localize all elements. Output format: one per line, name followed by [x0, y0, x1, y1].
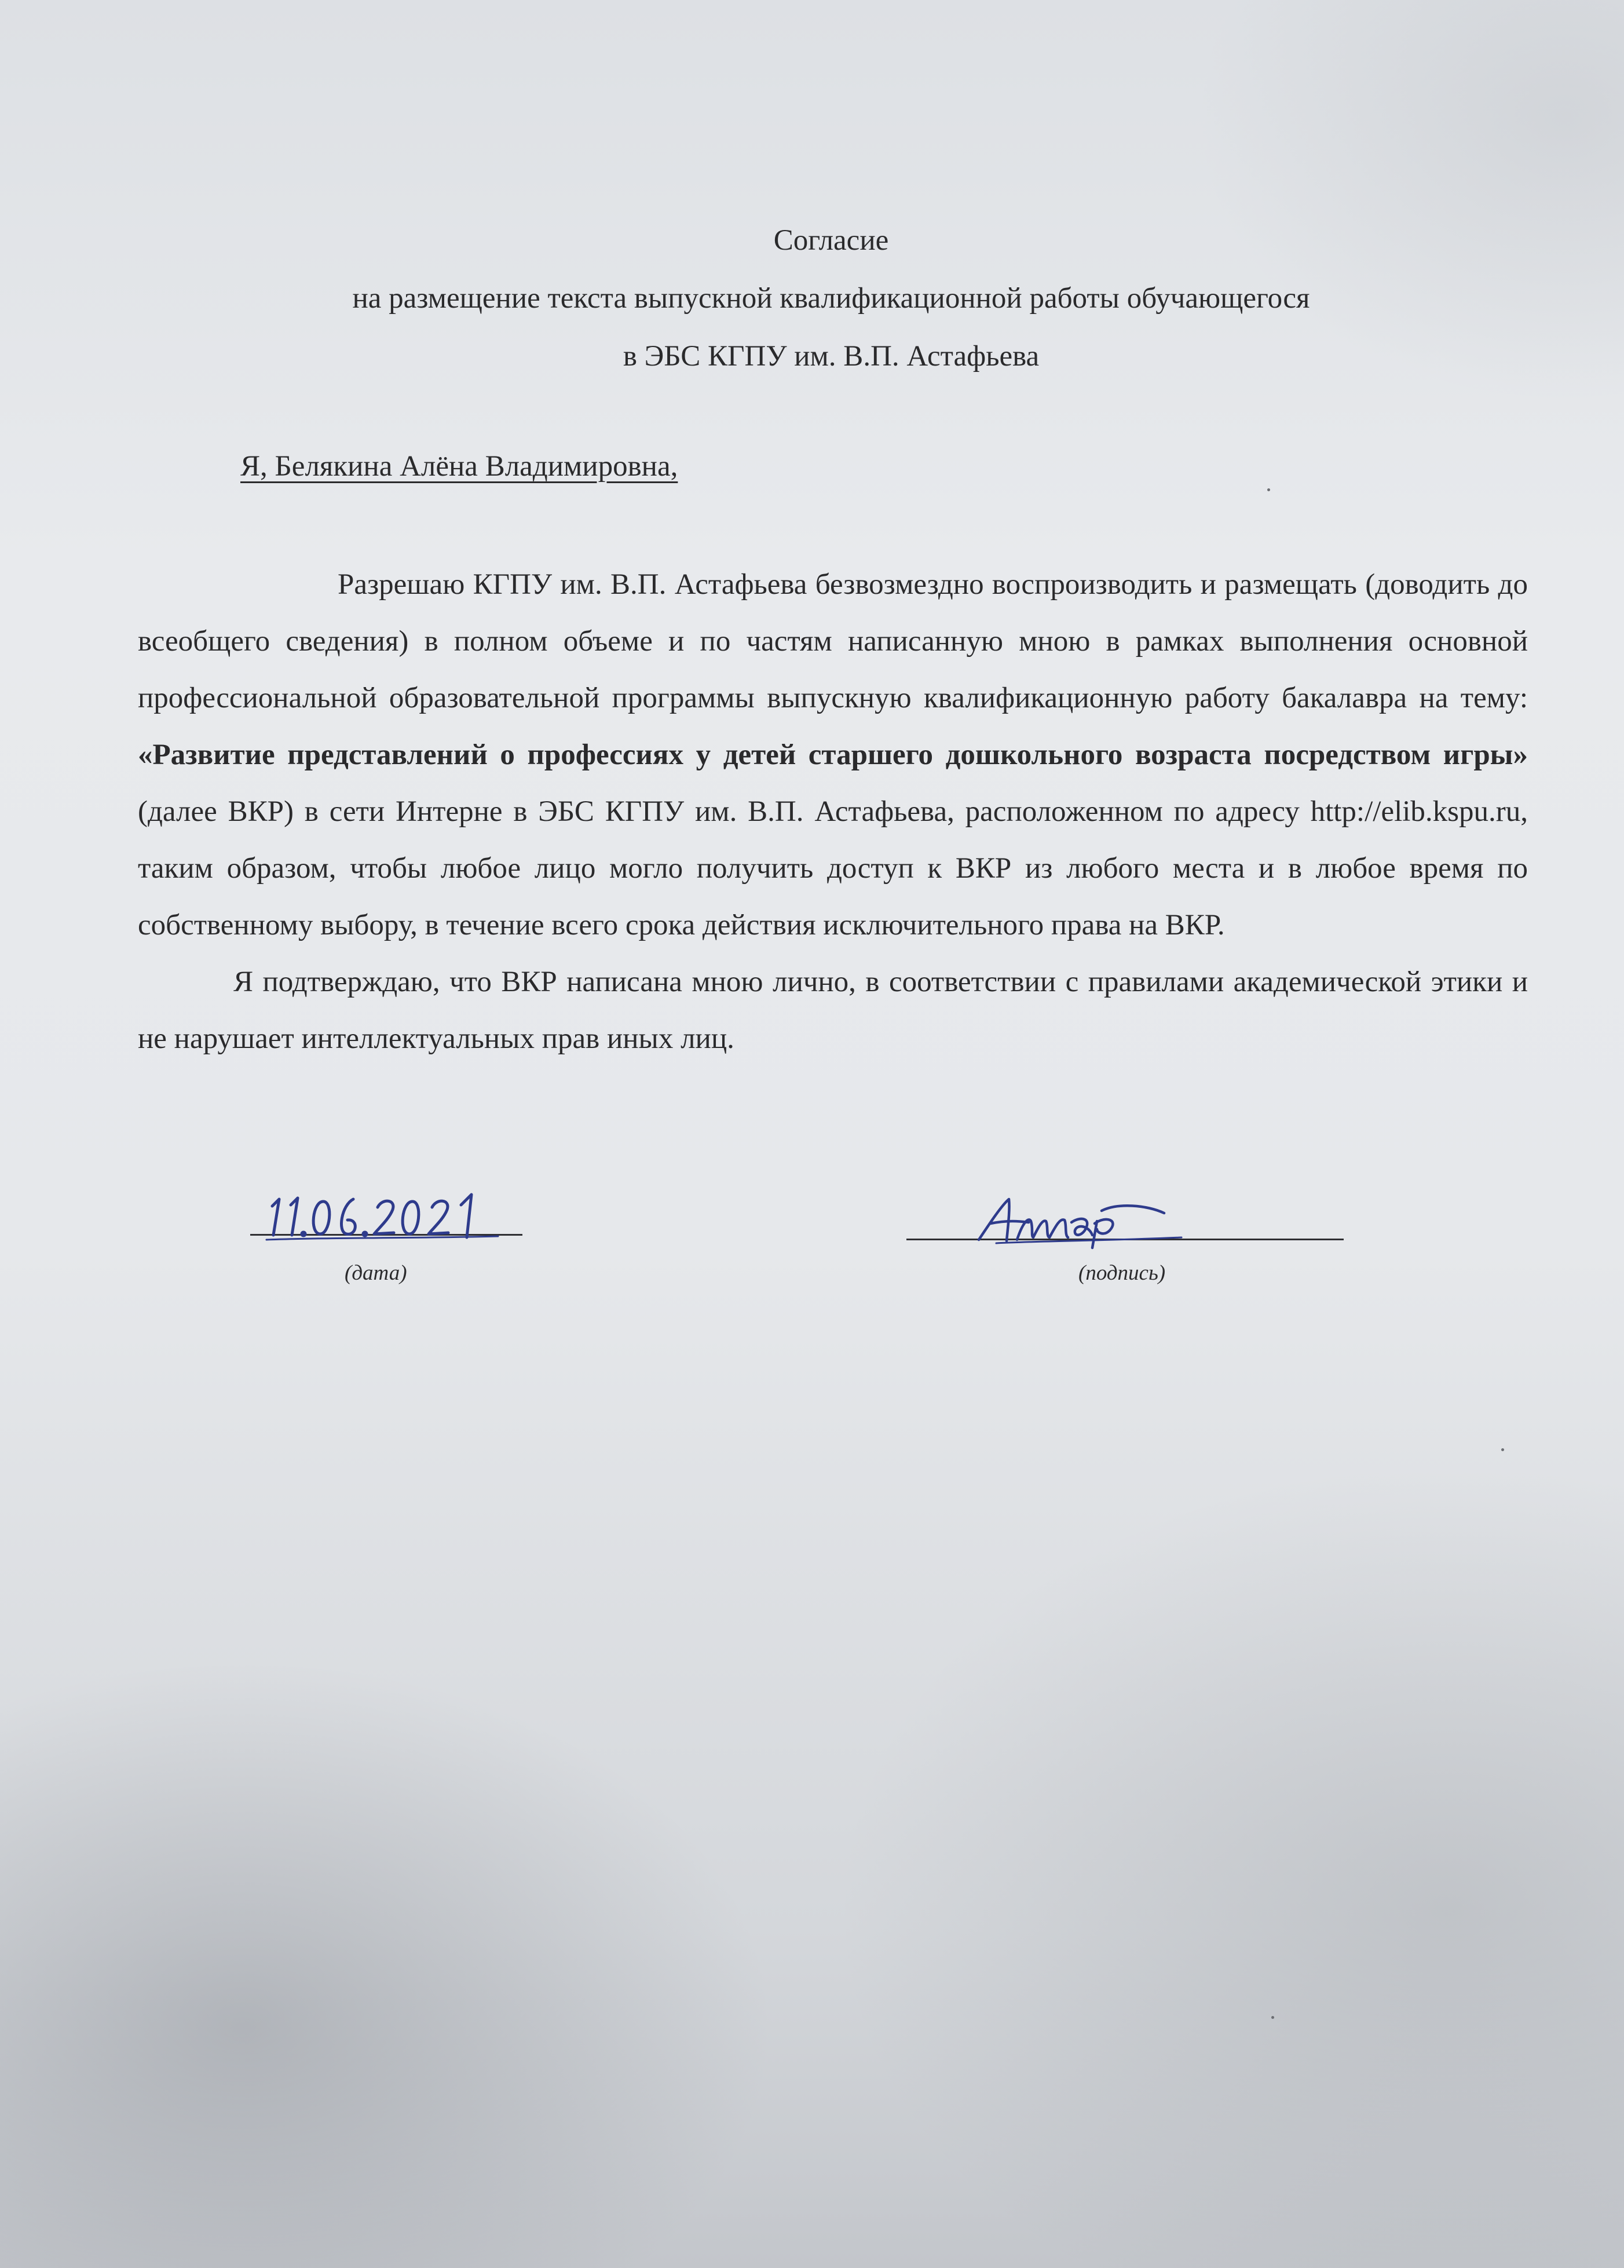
consent-body — [138, 556, 1528, 1067]
document-title-block — [174, 211, 1488, 385]
document-subtitle-line-1: на размещение текста выпускной квалификационной работы обучающегося — [352, 282, 1310, 315]
thesis-topic: «Развитие представлений о профессиях у детей старшего дошкольного возраста посредством игры» — [138, 739, 1528, 771]
consent-text-end: (далее ВКР) в сети Интерне в ЭБС КГПУ им. В.П. Астафьева, расположенном по адресу http://elib.kspu.ru, таким образом, чтобы любое лицо могло получить доступ к ВКР из любого места и в любое время по собственному выбору, в течение всего срока действия исключительного права на ВКР. — [138, 795, 1528, 941]
date-caption: (дата) — [345, 1261, 407, 1285]
signature-caption: (подпись) — [1078, 1261, 1166, 1285]
consent-paragraph — [138, 556, 1528, 954]
consent-text-start: Разрешаю КГПУ им. В.П. Астафьева безвозмездно воспроизводить и размещать (доводить до всеобщего сведения) в полном объеме и по частям написанную мною в рамках выполнения основной профессиональной образовательной программы выпускную квалификационную работу бакалавра на тему: — [138, 568, 1528, 714]
handwritten-date — [255, 1182, 515, 1246]
paper-speck — [1501, 1448, 1504, 1451]
document-title: Согласие — [773, 224, 889, 257]
paper-speck — [1271, 2016, 1274, 2019]
confirmation-paragraph: Я подтверждаю, что ВКР написана мною лично, в соответствии с правилами академической этики и не нарушает интеллектуальных прав иных лиц. — [138, 966, 1528, 1055]
paper-speck — [1267, 488, 1270, 491]
declarant-name: Я, Белякина Алёна Владимировна, — [240, 450, 678, 483]
document-subtitle-line-2: в ЭБС КГПУ им. В.П. Астафьева — [623, 340, 1040, 372]
handwritten-signature — [973, 1188, 1193, 1251]
